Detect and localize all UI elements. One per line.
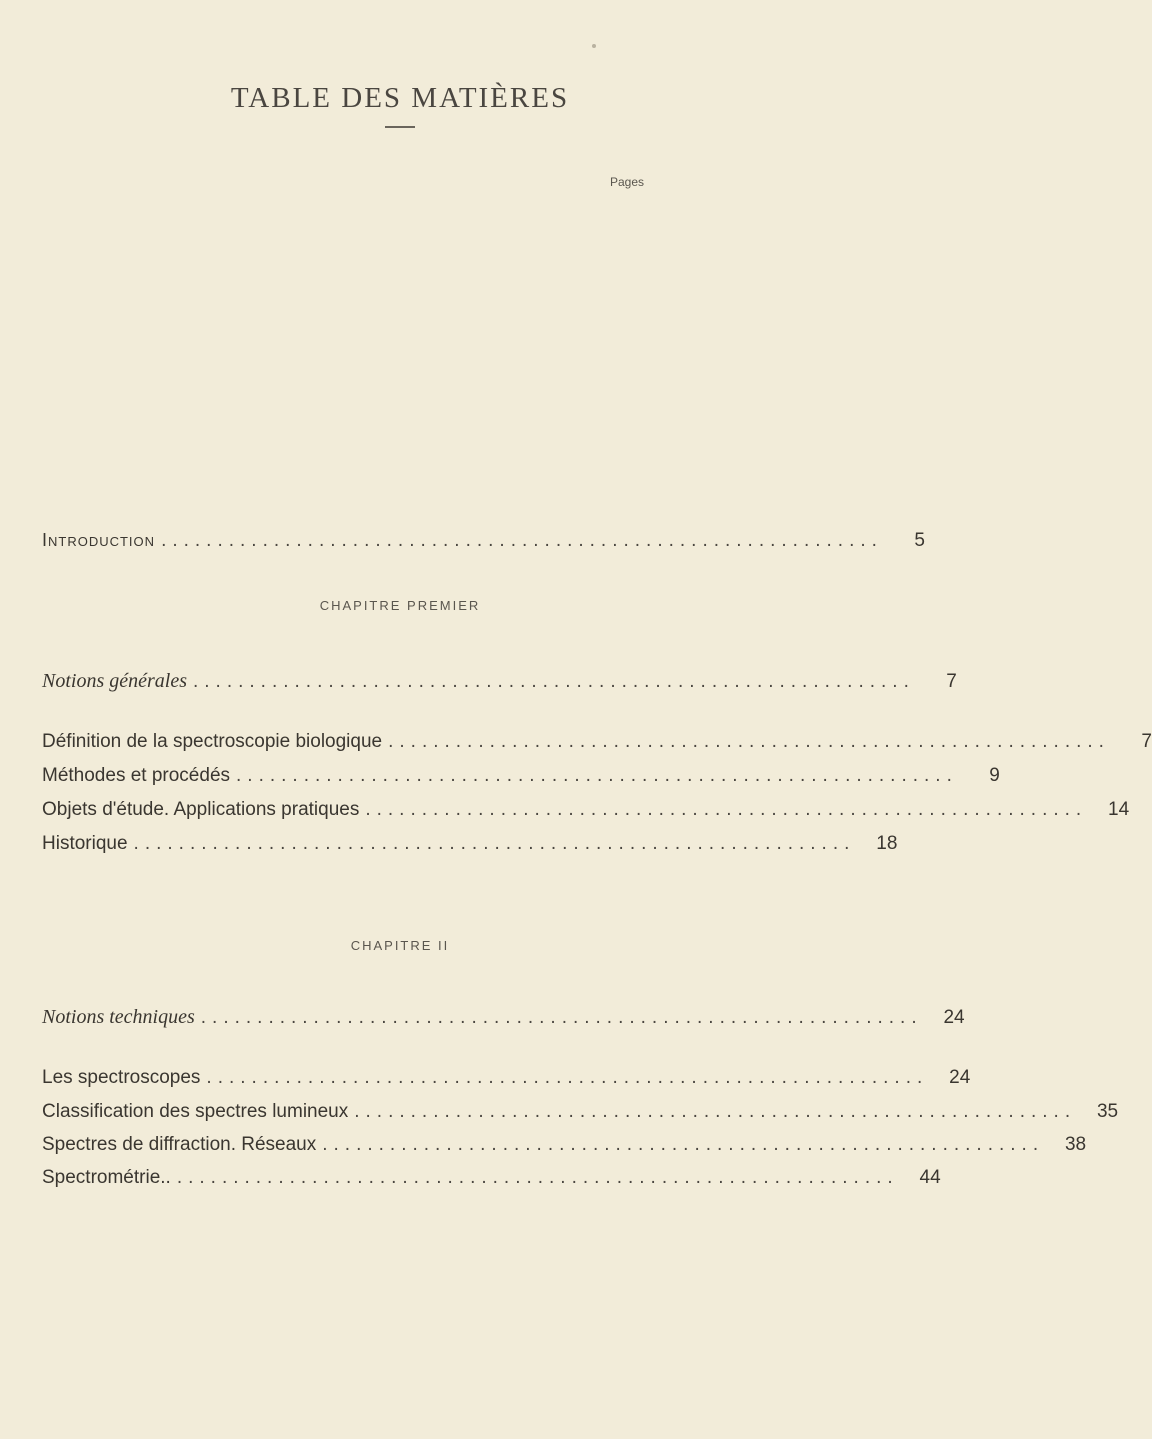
toc-entry-label: Notions générales: [42, 670, 187, 692]
chapter-heading: CHAPITRE II: [350, 938, 450, 953]
dot-leader: ................................................................: [236, 765, 958, 786]
page-title: TABLE DES MATIÈRES: [230, 82, 570, 114]
toc-entry: [42, 765, 1000, 787]
toc-entry: [42, 799, 1130, 821]
toc-entry-label: Notions techniques: [42, 1006, 195, 1028]
toc-entry-page: 24: [949, 1067, 971, 1088]
toc-entry: [42, 1101, 1119, 1123]
toc-entry-label: Définition de la spectroscopie biologique: [42, 731, 383, 752]
toc-entry-page: 7: [1141, 731, 1152, 752]
toc-entry-page: 7: [946, 671, 957, 692]
toc-entry-page: 38: [1064, 1134, 1087, 1155]
toc-entry-label: Les spectroscopes: [42, 1067, 201, 1088]
dot-leader: ................................................................: [322, 1134, 1045, 1155]
toc-entry: [42, 1067, 971, 1089]
toc-entry-page: 9: [989, 765, 1000, 786]
dot-leader: ................................................................: [133, 833, 856, 854]
toc-entry-page: 14: [1108, 799, 1130, 820]
title-rule: [385, 126, 415, 128]
toc-entry: [42, 731, 1152, 753]
toc-entry: [42, 1134, 1087, 1156]
toc-entry-introduction: [42, 530, 925, 552]
dot-leader: ................................................................: [388, 731, 1110, 752]
toc-entry-label: Classification des spectres lumineux: [42, 1101, 349, 1122]
dot-leader: ................................................................: [354, 1101, 1077, 1122]
dot-leader: ................................................................: [200, 1007, 923, 1028]
toc-entry-label: Méthodes et procédés: [42, 765, 231, 786]
dot-leader: ................................................................: [206, 1067, 929, 1088]
paper-speck: [592, 44, 596, 48]
toc-entry-page: 5: [914, 530, 925, 551]
toc-entry-label: Objets d'étude. Applications pratiques: [42, 799, 360, 820]
dot-leader: ................................................................: [193, 671, 915, 692]
toc-entry-page: 44: [919, 1167, 941, 1188]
toc-chapter-title: [42, 1006, 965, 1029]
pages-column-label: Pages: [610, 175, 645, 189]
chapter-heading: CHAPITRE PREMIER: [319, 598, 481, 613]
dot-leader: ................................................................: [365, 799, 1088, 820]
toc-chapter-title: [42, 670, 957, 693]
toc-entry-label: Introduction: [42, 530, 156, 550]
toc-entry: [42, 833, 898, 855]
dot-leader: ................................................................: [176, 1167, 899, 1188]
toc-entry: [42, 1167, 941, 1189]
toc-entry-page: 18: [876, 833, 898, 854]
toc-entry-page: 35: [1096, 1101, 1119, 1122]
dot-leader: ................................................................: [161, 530, 883, 551]
toc-entry-page: 24: [943, 1007, 965, 1028]
toc-entry-label: Historique: [42, 833, 128, 854]
toc-entry-label: Spectres de diffraction. Réseaux: [42, 1134, 317, 1155]
toc-entry-label: Spectrométrie..: [42, 1167, 171, 1188]
